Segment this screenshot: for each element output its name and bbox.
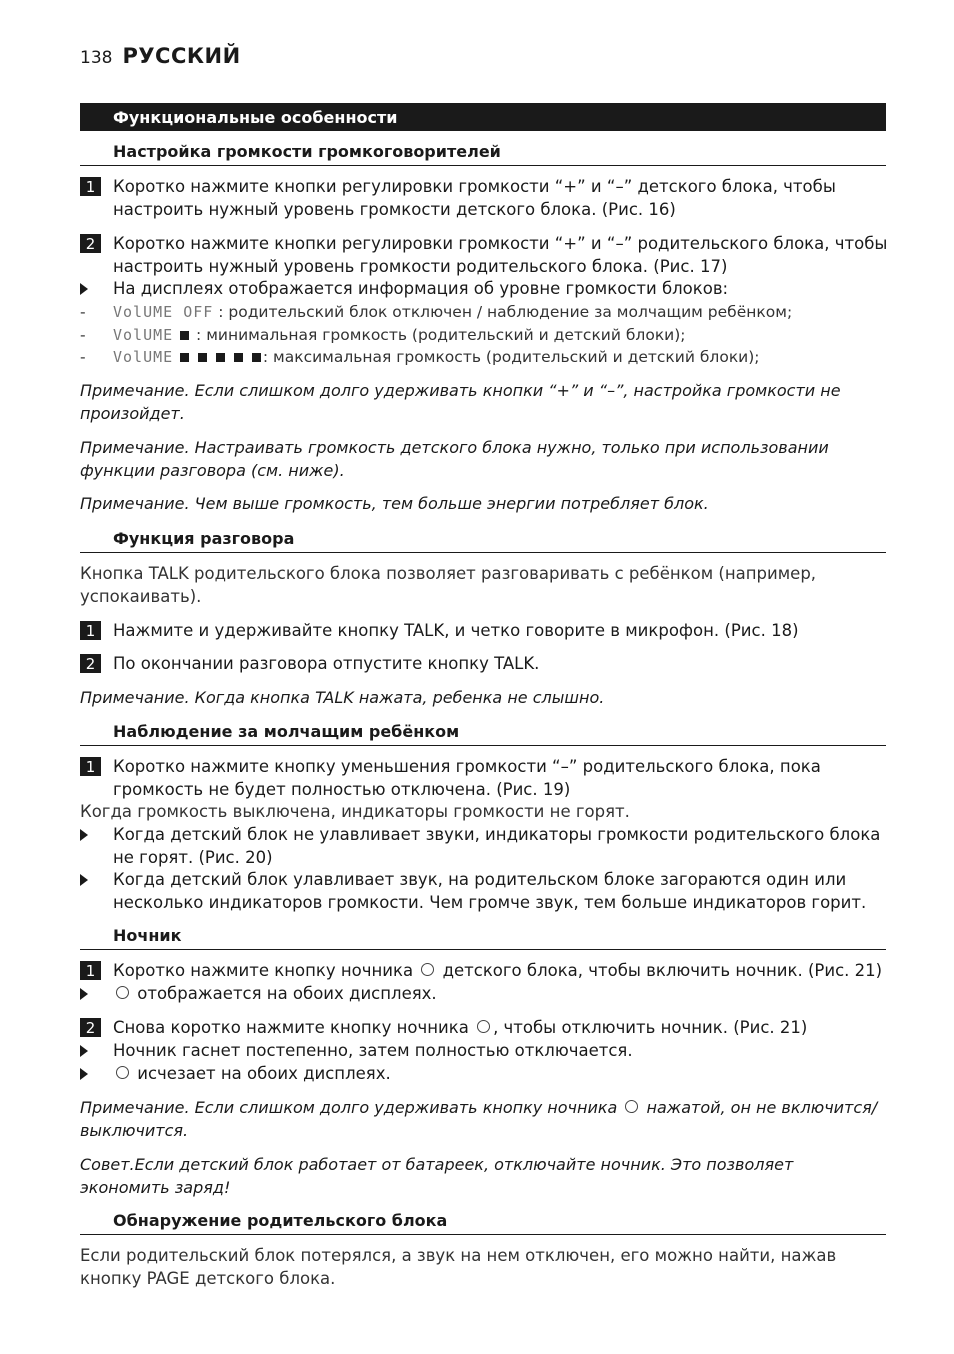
dash-mark: - [80, 348, 86, 366]
bullet-triangle-icon [80, 1045, 88, 1057]
note-volume-talk: Примечание. Настраивать громкость детского блока нужно, только при использовании функции разговора (см. ниже). [80, 438, 829, 480]
step-number: 1 [80, 621, 101, 640]
step-text: Коротко нажмите кнопки регулировки громкости “+” и “–” родительского блока, чтобы настроить нужный уровень громкости родительского блока. (Рис. 17) [113, 234, 888, 276]
bullet-nightlight-1 [80, 983, 890, 1006]
page-text: Если родительский блок потерялся, а звук на нем отключен, его можно найти, нажав кнопку PAGE детского блока. [80, 1246, 837, 1288]
step-volume-1 [80, 176, 890, 221]
nightlight-icon [625, 1100, 638, 1113]
talk-intro: Кнопка TALK родительского блока позволяет разговаривать с ребёнком (например, успокаивать). [80, 564, 817, 606]
note-text: Примечание. Если слишком долго удерживать кнопку ночника [80, 1098, 618, 1117]
bullet-text: Когда детский блок не улавливает звуки, индикаторы громкости родительского блока не горят. (Рис. 20) [113, 825, 881, 867]
dash-text: : родительский блок отключен / наблюдение за молчащим ребёнком; [213, 303, 793, 321]
bullet-triangle-icon [80, 874, 88, 886]
note-volume-energy: Примечание. Чем выше громкость, тем больше энергии потребляет блок. [80, 494, 709, 513]
subheading-volume: Настройка громкости громкоговорителей [80, 142, 886, 166]
nightlight-icon [421, 963, 434, 976]
bullet-nightlight-3 [80, 1063, 890, 1086]
step-number: 1 [80, 177, 101, 196]
volume-bar-icon [180, 353, 189, 362]
subheading-nightlight: Ночник [80, 926, 886, 950]
step-number: 2 [80, 654, 101, 673]
lcd-volume: VolUME [113, 348, 174, 366]
step-number: 2 [80, 234, 101, 253]
bullet-silent-2 [80, 869, 890, 914]
bullet-text: исчезает на обоих дисплеях. [137, 1064, 391, 1083]
step-text: Нажмите и удерживайте кнопку TALK, и четко говорите в микрофон. (Рис. 18) [113, 621, 799, 640]
language-title: РУССКИЙ [122, 44, 241, 68]
step-text: Коротко нажмите кнопки регулировки громкости “+” и “–” детского блока, чтобы настроить нужный уровень громкости детского блока. (Рис. 16) [113, 177, 836, 219]
step-number: 2 [80, 1018, 101, 1037]
step-nightlight-1 [80, 960, 890, 983]
step-text: , чтобы отключить ночник. (Рис. 21) [493, 1018, 808, 1037]
nightlight-icon [477, 1020, 490, 1033]
bullet-triangle-icon [80, 283, 88, 295]
step-number: 1 [80, 757, 101, 776]
dash-mark: - [80, 326, 86, 344]
step-nightlight-2 [80, 1017, 890, 1040]
step-text: По окончании разговора отпустите кнопку TALK. [113, 654, 540, 673]
bullet-triangle-icon [80, 988, 88, 1000]
lcd-volume: VolUME [113, 326, 174, 344]
bullet-text: Когда детский блок улавливает звук, на родительском блоке загораются один или несколько индикаторов громкости. Чем громче звук, тем больше индикаторов горит. [113, 870, 867, 912]
bullet-text: отображается на обоих дисплеях. [137, 984, 437, 1003]
page-header [80, 44, 241, 78]
nightlight-icon [116, 986, 129, 999]
silent-info: Когда громкость выключена, индикаторы громкости не горят. [80, 802, 630, 821]
dash-text: : максимальная громкость (родительский и детский блоки); [262, 348, 760, 366]
bullet-nightlight-2 [80, 1040, 890, 1063]
step-text: Коротко нажмите кнопку ночника [113, 961, 414, 980]
nightlight-icon [116, 1066, 129, 1079]
bullet-triangle-icon [80, 1068, 88, 1080]
bullet-silent-1 [80, 824, 890, 869]
bullet-text: На дисплеях отображается информация об уровне громкости блоков: [113, 279, 729, 298]
section-title-bar: Функциональные особенности [80, 103, 886, 131]
step-volume-2 [80, 233, 890, 278]
dash-mark: - [80, 303, 86, 321]
tip-nightlight: Совет.Если детский блок работает от батареек, отключайте ночник. Это позволяет экономить заряд! [80, 1155, 794, 1197]
subheading-silent: Наблюдение за молчащим ребёнком [80, 722, 886, 746]
note-talk: Примечание. Когда кнопка TALK нажата, ребенка не слышно. [80, 688, 605, 707]
volume-bar-icon [234, 353, 243, 362]
dash-text: : минимальная громкость (родительский и детский блоки); [191, 326, 686, 344]
note-text: нажатой, он не включится/выключится. [80, 1098, 878, 1140]
lcd-volume-off: VolUME OFF [113, 303, 214, 321]
volume-bar-icon [180, 331, 189, 340]
step-talk-2 [80, 653, 890, 676]
dash-volume-min [80, 324, 890, 347]
bullet-triangle-icon [80, 829, 88, 841]
dash-volume-max [80, 346, 890, 369]
step-number: 1 [80, 961, 101, 980]
subheading-talk: Функция разговора [80, 529, 886, 553]
step-text: детского блока, чтобы включить ночник. (Рис. 21) [442, 961, 883, 980]
bullet-volume-display [80, 278, 890, 301]
step-talk-1 [80, 620, 890, 643]
step-text: Коротко нажмите кнопку уменьшения громкости “–” родительского блока, пока громкость не будет полностью отключена. (Рис. 19) [113, 757, 821, 799]
dash-volume-off [80, 301, 890, 324]
page-number: 138 [80, 48, 113, 68]
note-nightlight [80, 1097, 880, 1142]
volume-bar-icon [198, 353, 207, 362]
subheading-page: Обнаружение родительского блока [80, 1211, 886, 1235]
volume-bar-icon [216, 353, 225, 362]
bullet-text: Ночник гаснет постепенно, затем полностью отключается. [113, 1041, 633, 1060]
volume-bar-icon [252, 353, 261, 362]
step-silent-1 [80, 756, 890, 801]
note-volume-hold: Примечание. Если слишком долго удерживать кнопки “+” и “–”, настройка громкости не произойдет. [80, 381, 841, 423]
step-text: Снова коротко нажмите кнопку ночника [113, 1018, 469, 1037]
